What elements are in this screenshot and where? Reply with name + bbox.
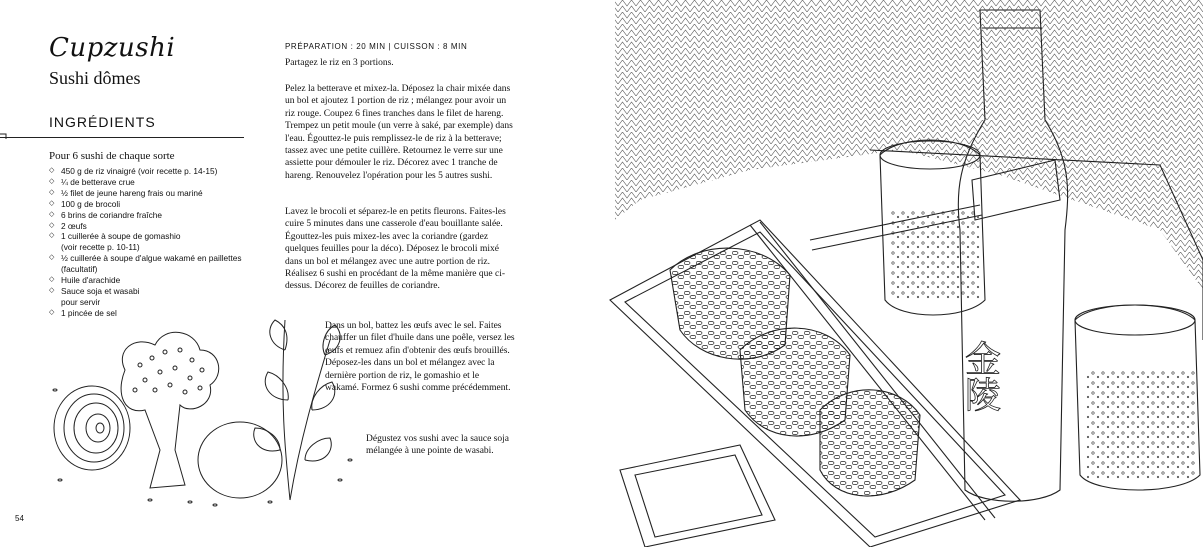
diamond-bullet-icon: ◇ <box>49 210 55 218</box>
portion-label: Pour 6 sushi de chaque sorte <box>49 150 175 162</box>
broccoli-icon <box>121 332 219 488</box>
coriander-icon <box>254 320 340 500</box>
ingredients-illustration <box>40 307 360 510</box>
ingredient-item-continued: pour servir <box>61 296 101 307</box>
ingredient-item: ◇ Sauce soja et wasabi <box>49 285 140 296</box>
ingredient-item: ◇ ½ filet de jeune hareng frais ou mariné <box>49 187 203 198</box>
left-page <box>0 0 600 547</box>
diamond-bullet-icon: ◇ <box>49 254 55 262</box>
ingredient-item-continued: (voir recette p. 10-11) <box>61 242 140 253</box>
step-beetroot-paragraph: Pelez la betterave et mixez-la. Déposez la chair mixée dans un bol et ajoutez 1 portion de riz ; mélangez pour avoir un riz rouge. Coupez 6 fines tranches dans le filet de hareng. Trempez un petit moule (un verre à saké, par exemple) dans l'eau. Égouttez-le puis remplissez-le de riz à la betterave; tassez avec une petite cuillère. Retournez le verre sur une assiette pour démouler le riz. Décorez avec 1 tranche de hareng. Renouvelez l'opération pour les 5 autres sushi. <box>285 84 513 181</box>
diamond-bullet-icon: ◇ <box>49 221 55 229</box>
ingredient-item: ◇ 1 pincée de sel <box>49 307 117 318</box>
soy-sauce-dish <box>620 445 775 547</box>
step-egg-paragraph: Dans un bol, battez les œufs avec le sel. Faites chauffer un filet d'huile dans une poêle, versez les œufs et remuez afin d'obtenir des œufs brouillés. Déposez-les dans un bol et mélangez avec la dernière portion de riz, le gomashio et le wakamé. Formez 6 sushi comme précédemment. <box>325 321 515 394</box>
diamond-bullet-icon: ◇ <box>49 276 55 284</box>
ingredient-item: ◇ 2 œufs <box>49 220 87 231</box>
ingredient-item-continued: (facultatif) <box>61 264 98 275</box>
ingredient-item: ◇ Huile d'arachide <box>49 275 121 286</box>
step-broccoli-paragraph: Lavez le brocoli et séparez-le en petits fleurons. Faites-les cuire 5 minutes dans une casserole d'eau bouillante salée. Égouttez-les puis mixez-les avec la coriandre (gardez quelques feuilles pour la déco). Déposez le brocoli mixé dans un bol et mélangez avec une autre portion de riz. Réalisez 6 sushi en procédant de la même manière que ci-dessus. Décorez de feuilles de coriandre. <box>285 207 506 292</box>
recipe-title: Cupzushi <box>49 33 176 63</box>
diamond-bullet-icon: ◇ <box>49 177 55 185</box>
ingredient-item: ◇ 6 brins de coriandre fraîche <box>49 209 163 220</box>
right-page <box>600 0 1203 547</box>
diamond-bullet-icon: ◇ <box>49 286 55 294</box>
ingredient-item: ◇ 100 g de brocoli <box>49 198 121 209</box>
diamond-bullet-icon: ◇ <box>49 167 55 174</box>
diamond-bullet-icon: ◇ <box>49 308 55 316</box>
ingredients-rule <box>0 137 244 138</box>
egg-icon <box>198 422 282 498</box>
recipe-subtitle: Sushi dômes <box>49 68 141 88</box>
ingredients-heading: INGRÉDIENTS <box>49 114 156 130</box>
sushi-piece <box>820 390 920 496</box>
beet-slice-icon <box>54 386 130 470</box>
intro-paragraph: Partagez le riz en 3 portions. <box>285 58 394 68</box>
diamond-bullet-icon: ◇ <box>49 188 55 196</box>
diamond-bullet-icon: ◇ <box>49 199 55 207</box>
bottle-label-text: 金陵 <box>959 340 1001 412</box>
prep-cook-time: PRÉPARATION : 20 MIN | CUISSON : 8 MIN <box>285 42 468 51</box>
sushi-sake-illustration <box>600 0 1203 547</box>
sesame-seeds-icon <box>53 389 352 506</box>
ingredients-list <box>49 166 269 319</box>
page-number: 54 <box>15 514 24 523</box>
rule-ornament-icon <box>0 132 12 139</box>
ingredient-item: ◇ 450 g de riz vinaigré (voir recette p. 14-15) <box>49 166 218 176</box>
sake-cup-right <box>1075 305 1200 490</box>
ingredient-item: ◇ 1 cuillerée à soupe de gomashio <box>49 231 181 242</box>
step-serve-paragraph: Dégustez vos sushi avec la sauce soja mélangée à une pointe de wasabi. <box>366 434 509 457</box>
diamond-bullet-icon: ◇ <box>49 232 55 240</box>
ingredient-item: ◇ ¼ de betterave crue <box>49 176 135 187</box>
ingredient-item: ◇ ½ cuillerée à soupe d'algue wakamé en paillettes <box>49 253 242 264</box>
